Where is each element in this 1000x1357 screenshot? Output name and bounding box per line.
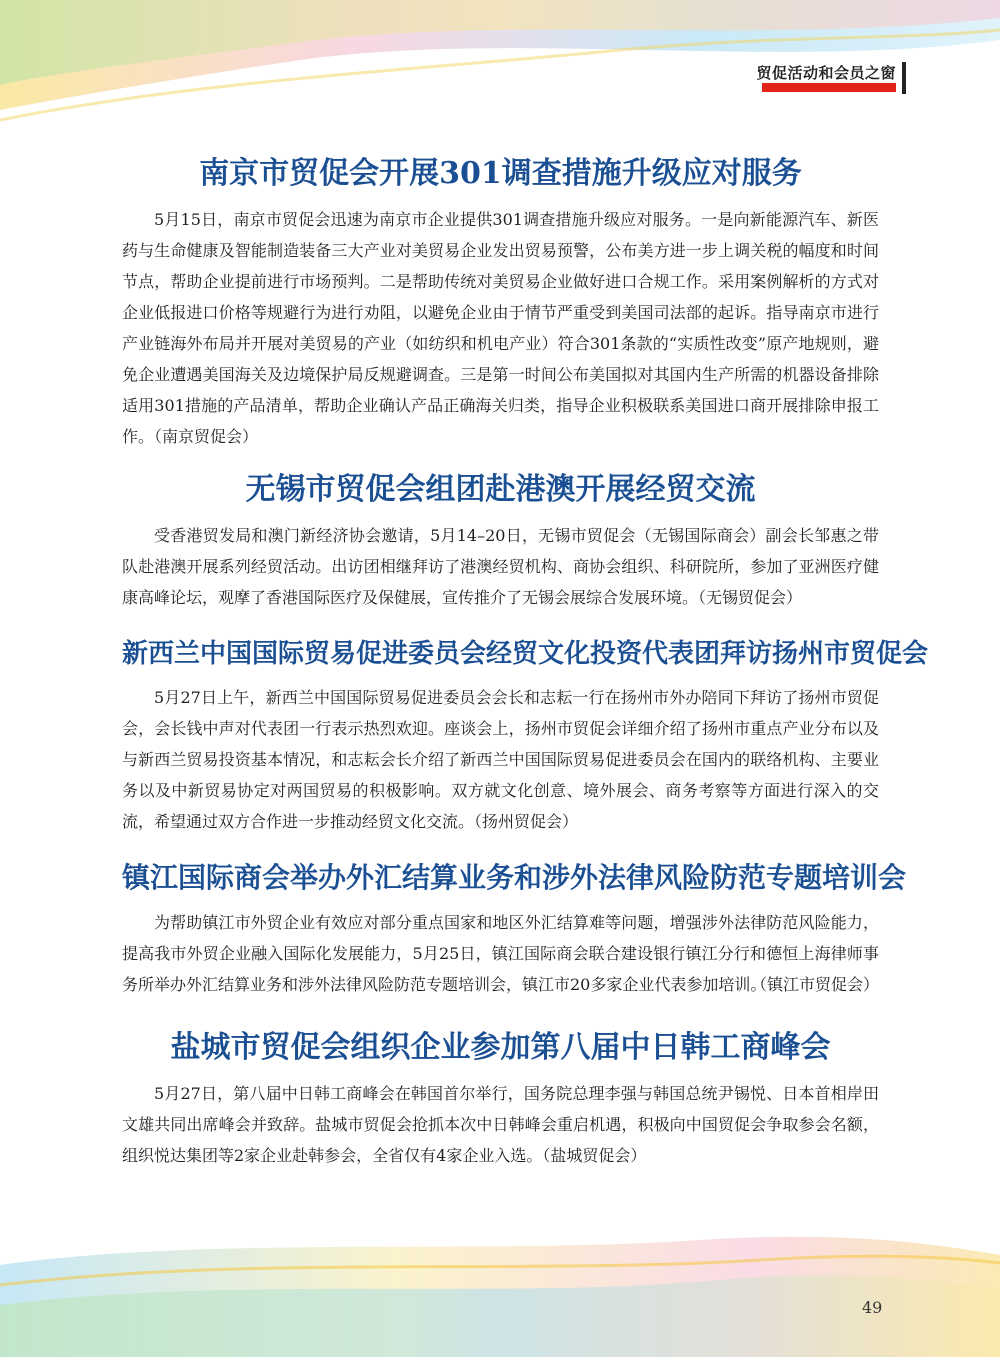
section-label: 贸促活动和会员之窗 <box>756 64 896 82</box>
article-source: （南京贸促会） <box>154 427 259 446</box>
article-title: 新西兰中国国际贸易促进委员会经贸文化投资代表团拜访扬州市贸促会 <box>122 639 929 669</box>
article-body <box>122 1078 879 1171</box>
section-divider <box>902 62 906 94</box>
article-title: 镇江国际商会举办外汇结算业务和涉外法律风险防范专题培训会 <box>122 861 907 895</box>
article-text: 为帮助镇江市外贸企业有效应对部分重点国家和地区外汇结算难等问题，增强涉外法律防范风险能力，提高我市外贸企业融入国际化发展能力，5月25日，镇江国际商会联合建设银行镇江分行和德恒上海律师事务所举办外汇结算业务和涉外法律风险防范专题培训会，镇江市20多家企业代表参加培训。 <box>122 912 879 994</box>
section-red-bar <box>762 83 896 92</box>
article-source: （盐城贸促会） <box>542 1145 647 1165</box>
article-title: 盐城市贸促会组织企业参加第八届中日韩工商峰会 <box>170 1029 831 1065</box>
article-text: 5月27日上午，新西兰中国国际贸易促进委员会会长和志耘一行在扬州市外办陪同下拜访了扬州市贸促会，会长钱中声对代表团一行表示热烈欢迎。座谈会上，扬州市贸促会详细介绍了扬州市重点产业分布以及与新西兰贸易投资基本情况，和志耘会长介绍了新西兰中国国际贸易促进委员会在国内的联络机构、主要业务以及中新贸易协定对两国贸易的积极影响。双方就文化创意、境外展会、商务考察等方面进行深入的交流，希望通过双方合作进一步推动经贸文化交流。 <box>122 688 879 832</box>
bottom-decorative-wave <box>0 1225 1000 1357</box>
article-source: （无锡贸促会） <box>698 588 803 607</box>
article-body <box>122 682 879 837</box>
article-source: （镇江市贸促会） <box>750 974 879 994</box>
article-title: 南京市贸促会开展301调查措施升级应对服务 <box>199 156 802 191</box>
page-number: 49 <box>862 1298 883 1317</box>
article-text: 5月27日，第八届中日韩工商峰会在韩国首尔举行，国务院总理李强与韩国总统尹锡悦、日本首相岸田文雄共同出席峰会并致辞。盐城市贸促会抢抓本次中日韩峰会重启机遇，积极向中国贸促会争取参会名额，组织悦达集团等2家企业赴韩参会，全省仅有4家企业入选。 <box>122 1083 879 1165</box>
article-body <box>122 204 879 452</box>
article-body <box>122 520 879 613</box>
article-text: 受香港贸发局和澳门新经济协会邀请，5月14–20日，无锡市贸促会（无锡国际商会）副会长邹惠之带队赴港澳开展系列经贸活动。出访团相继拜访了港澳经贸机构、商协会组织、科研院所，参加了亚洲医疗健康高峰论坛，观摩了香港国际医疗及保健展，宣传推介了无锡会展综合发展环境。 <box>122 526 879 607</box>
article-title: 无锡市贸促会组团赴港澳开展经贸交流 <box>245 472 756 507</box>
page-content <box>122 150 929 1171</box>
article-text: 5月15日，南京市贸促会迅速为南京市企业提供301调查措施升级应对服务。一是向新能源汽车、新医药与生命健康及智能制造装备三大产业对美贸易企业发出贸易预警，公布美方进一步上调关税的幅度和时间节点，帮助企业提前进行市场预判。二是帮助传统对美贸易企业做好进口合规工作。采用案例解析的方式对企业低报进口价格等规避行为进行劝阻，以避免企业由于情节严重受到美国司法部的起诉。指导南京市进行产业链海外布局并开展对美贸易的产业（如纺织和机电产业）符合301条款的“实质性改变”原产地规则，避免企业遭遇美国海关及边境保护局反规避调查。三是第一时间公布美国拟对其国内生产所需的机器设备排除适用301措施的产品清单，帮助企业确认产品正确海关归类，指导企业积极联系美国进口商开展排除申报工作。 <box>122 210 879 446</box>
article-source: （扬州贸促会） <box>474 812 579 832</box>
